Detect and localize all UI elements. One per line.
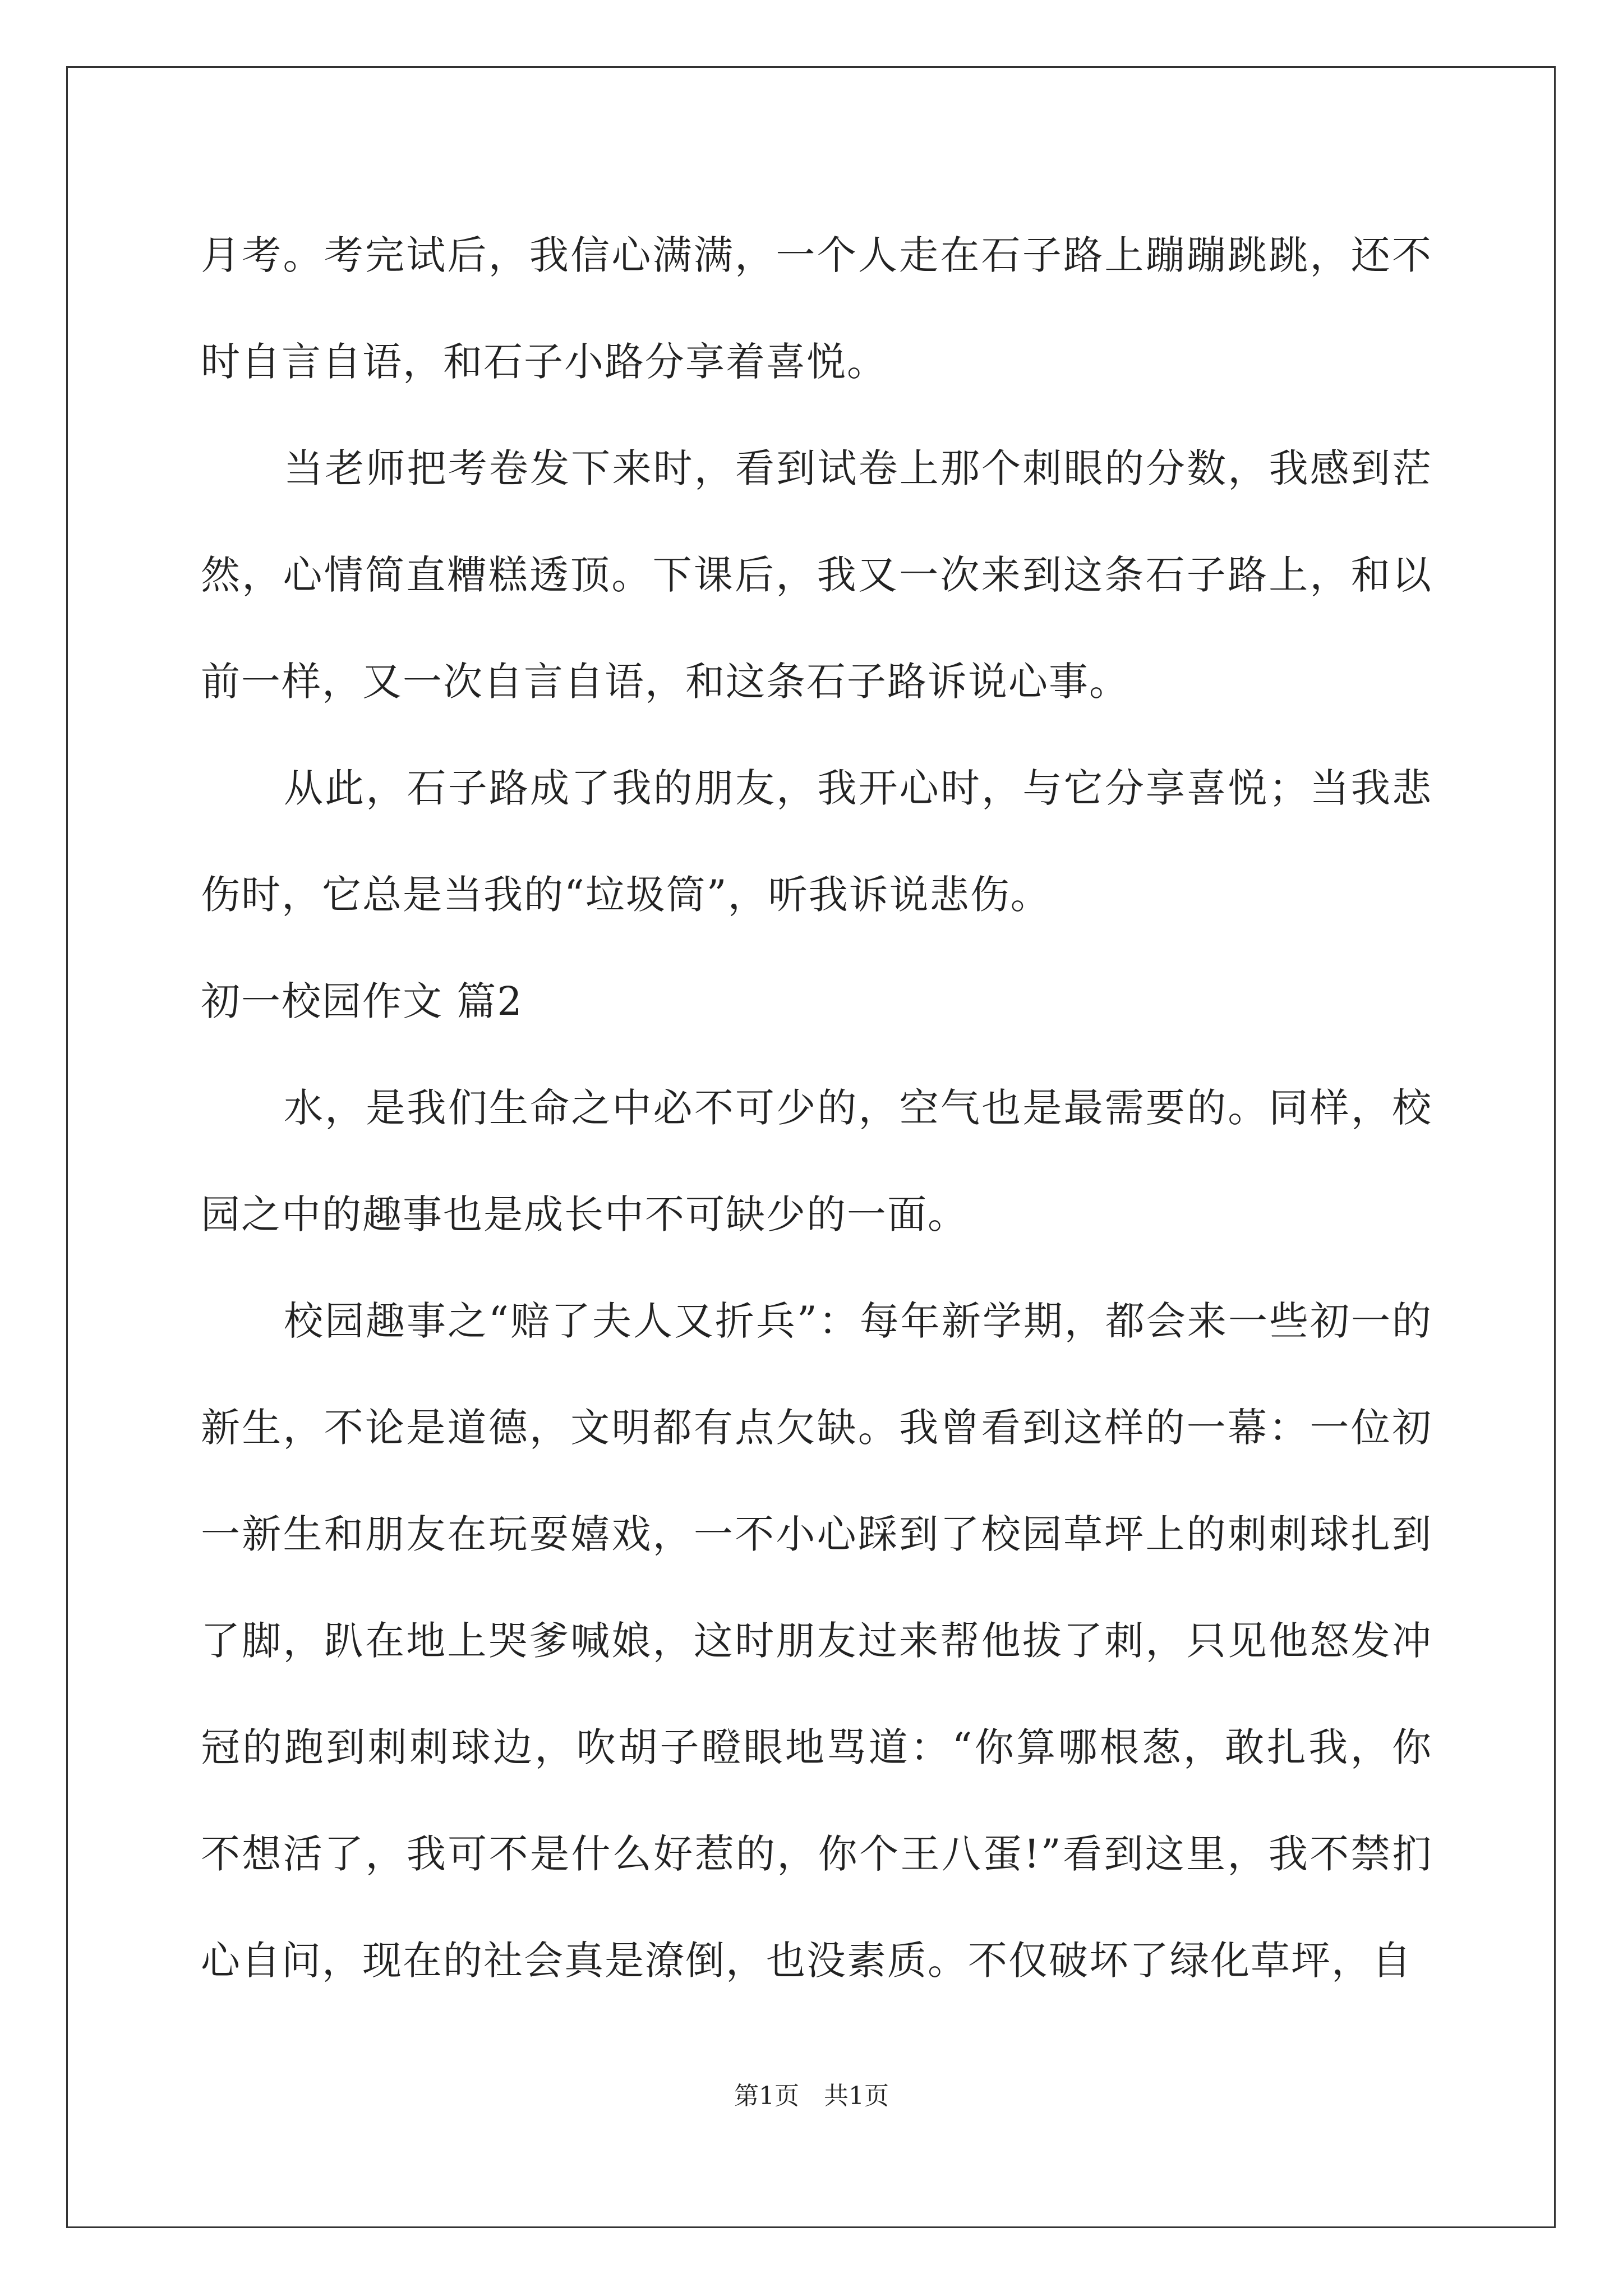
page-footer: [0, 2076, 1623, 2111]
paragraph-3: 从此，石子路成了我的朋友，我开心时，与它分享喜悦；当我悲伤时，它总是当我的“垃圾筒”，听我诉说悲伤。: [201, 765, 1432, 918]
section-heading: 初一校园作文 篇2: [201, 978, 523, 1024]
paragraph-5: 校园趣事之“赔了夫人又折兵”：每年新学期，都会来一些初一的新生，不论是道德，文明都有点欠缺。我曾看到这样的一幕：一位初一新生和朋友在玩耍嬉戏，一不小心踩到了校园草坪上的刺刺球扎到了脚，趴在地上哭爹喊娘，这时朋友过来帮他拔了刺，只见他怒发冲冠的跑到刺刺球边，吹胡子瞪眼地骂道：“你算哪根葱，敢扎我，你不想活了，我可不是什么好惹的，你个王八蛋!”看到这里，我不禁扪心自问，现在的社会真是潦倒，也没素质。不仅破坏了绿化草坪，自: [201, 1298, 1432, 1984]
paragraph-2: 当老师把考卷发下来时，看到试卷上那个刺眼的分数，我感到茫然，心情简直糟糕透顶。下课后，我又一次来到这条石子路上，和以前一样，又一次自言自语，和这条石子路诉说心事。: [201, 445, 1432, 705]
paragraph-4: 水，是我们生命之中必不可少的，空气也是最需要的。同样，校园之中的趣事也是成长中不可缺少的一面。: [201, 1085, 1432, 1237]
document-body: [201, 202, 1432, 2014]
page-number: 第1页 共1页: [734, 2082, 889, 2110]
paragraph-1: 月考。考完试后，我信心满满，一个人走在石子路上蹦蹦跳跳，还不时自言自语，和石子小路分享着喜悦。: [201, 232, 1432, 385]
